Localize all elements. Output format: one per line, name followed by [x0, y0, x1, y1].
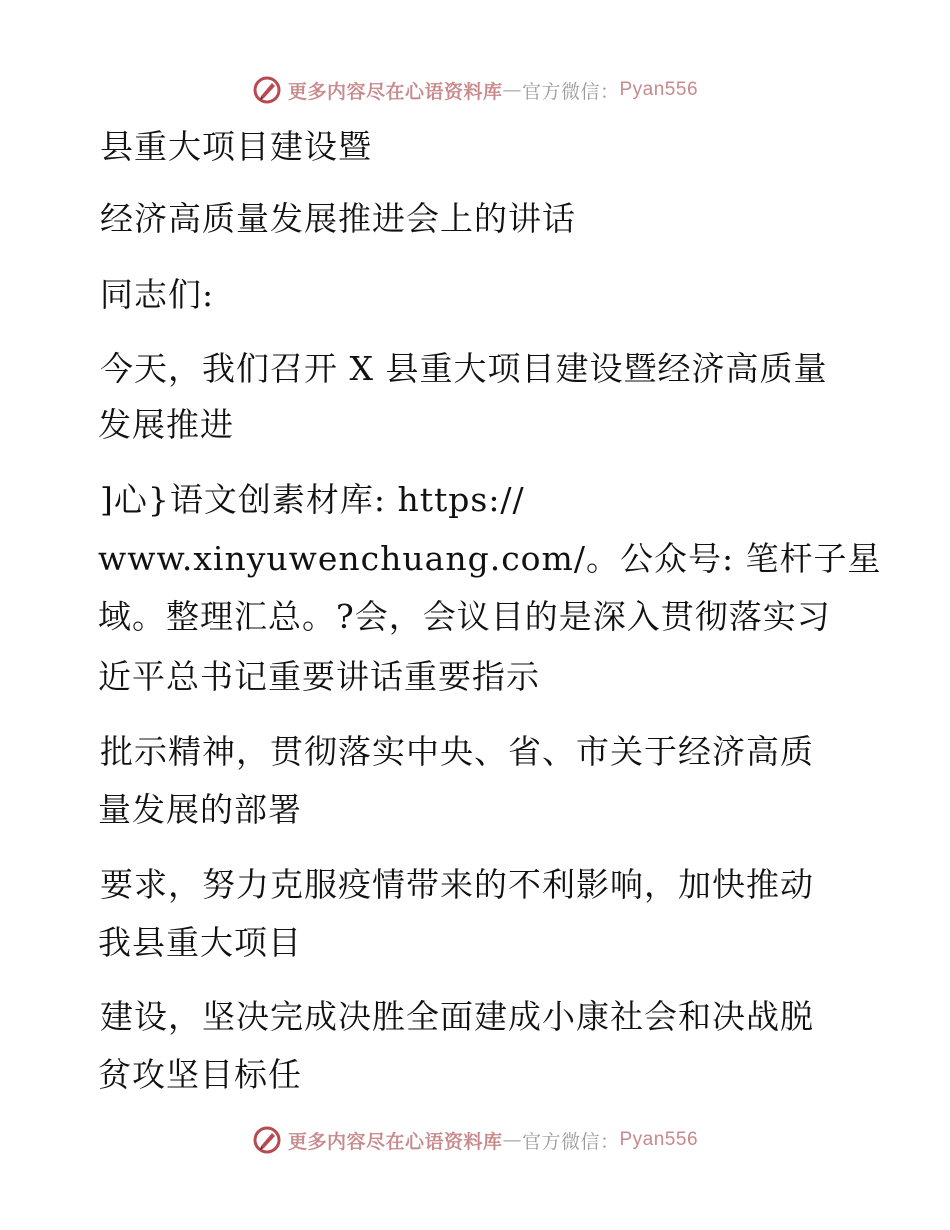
doc-title-line-2: 经济高质量发展推进会上的讲话: [100, 199, 576, 238]
watermark-main-text: 更多内容尽在心语资料库: [287, 1130, 503, 1153]
watermark-separator: —: [502, 1129, 522, 1151]
doc-text-line: 贫攻坚目标任: [98, 1055, 302, 1094]
doc-salutation: 同志们:: [100, 275, 215, 314]
doc-text-line: ]心}语文创素材库: https://: [100, 480, 525, 519]
doc-text-line: 建设，坚决完成决胜全面建成小康社会和决战脱: [100, 997, 814, 1036]
footer-watermark: [0, 1120, 950, 1160]
doc-text-line: 近平总书记重要讲话重要指示: [98, 657, 540, 696]
doc-text-line: 批示精神，贯彻落实中央、省、市关于经济高质: [100, 732, 814, 771]
watermark-wechat-id: Pyan556: [619, 1129, 699, 1150]
watermark-wechat-label: 官方微信：: [521, 1130, 620, 1153]
watermark-main-text: 更多内容尽在心语资料库: [287, 80, 503, 103]
doc-text-line: 要求，努力克服疫情带来的不利影响，加快推动: [100, 865, 814, 904]
doc-text-line: 域。整理汇总。?会，会议目的是深入贯彻落实习: [98, 597, 831, 636]
doc-text-line: 今天，我们召开 X 县重大项目建设暨经济高质量: [100, 349, 828, 388]
doc-text-line: 量发展的部署: [98, 790, 302, 829]
doc-title-line-1: 县重大项目建设暨: [100, 127, 372, 166]
watermark-wechat-label: 官方微信：: [521, 80, 620, 103]
doc-text-line: 发展推进: [98, 405, 234, 444]
doc-text-line: 我县重大项目: [98, 923, 302, 962]
watermark-separator: —: [502, 79, 522, 101]
pen-logo-icon: [252, 1125, 282, 1155]
doc-text-line: www.xinyuwenchuang.com/。公众号: 笔杆子星: [98, 539, 882, 578]
watermark-wechat-id: Pyan556: [619, 79, 699, 100]
